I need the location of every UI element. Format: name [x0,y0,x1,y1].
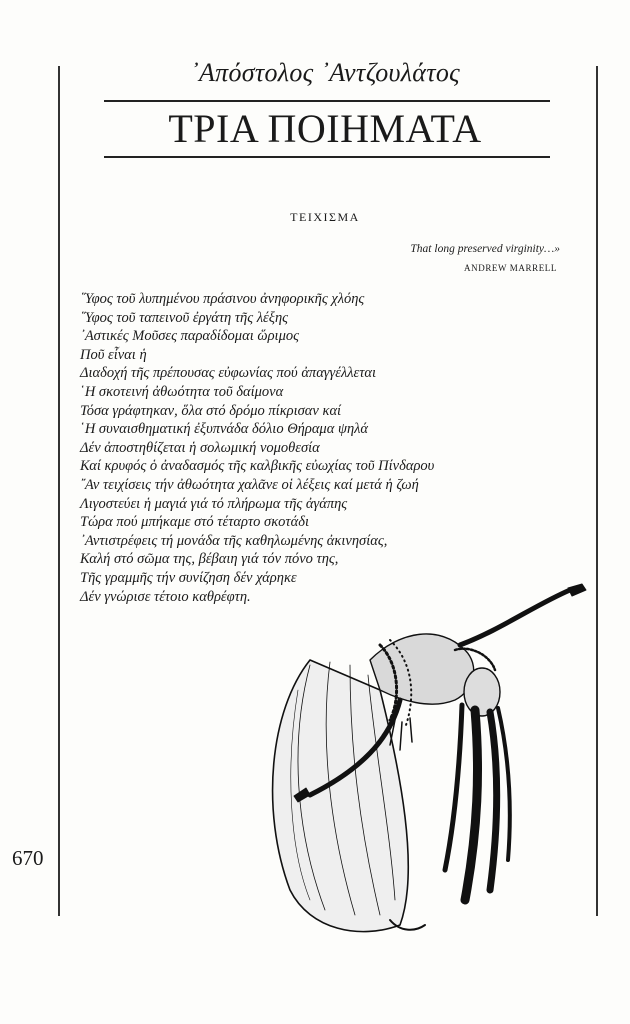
left-margin-rule [58,66,60,916]
poem-line: ῾Η σκοτεινή ἀθωότητα τοῦ δαίμονα [80,383,284,400]
poem-line: Καί κρυφός ὁ ἀναδασμός τῆς καλβικῆς εὐωχίας τοῦ Πίνδαρου [80,458,435,475]
collection-title: ΤΡΙΑ ΠΟΙΗΜΑΤΑ [168,106,482,151]
poem-line: ᾽Αντιστρέφεις τή μονάδα τῆς καθηλωμένης ἀκινησίας, [80,532,388,549]
poem-line: Τῆς γραμμῆς τήν συνίζηση δέν χάρηκε [80,569,297,586]
poem-line: Τώρα πού μπήκαμε στό τέταρτο σκοτάδι [80,514,309,531]
poem-line: Τόσα γράφτηκαν, ὅλα στό δρόμο πίκρισαν καί [80,402,342,419]
epigraph-author: ANDREW MARRELL [464,263,557,273]
page-number: 670 [12,846,44,870]
epigraph: That long preserved virginity…» [410,243,560,255]
poem-line: Δέν γνώρισε τέτοιο καθρέφτη. [80,588,251,605]
poem-line: ῞Υφος τοῦ λυπημένου πράσινου ἀνηφορικῆς χλόης [80,291,365,307]
poem-line: Διαδοχή τῆς πρέπουσας εὐφωνίας πού ἀπαγγέλλεται [80,365,377,382]
poem-line: ῎Αν τειχίσεις τήν ἀθωότητα χαλᾶνε οἱ λέξεις καί μετά ἡ ζωή [80,476,419,493]
poem-line: Ποῦ εἶναι ἡ [80,346,147,363]
poem-line: Καλή στό σῶμα της, βέβαιη γιά τόν πόνο της, [80,551,339,568]
dancer-illustration [250,570,600,940]
title-rule-bottom [104,156,550,158]
poem-line: ᾽Αστικές Μοῦσες παραδίδομαι ὥριμος [80,328,299,345]
poem-line: Λιγοστεύει ἡ μαγιά γιά τό πλήρωμα τῆς ἀγάπης [80,495,348,512]
author-name: ᾽Απόστολος ᾽Αντζουλάτος [189,58,460,87]
poem-line: ῾Η συναισθηματική ἐξυπνάδα δόλιο Θήραμα ψηλά [80,421,369,438]
poem-line: Δέν ἀποστηθίζεται ἡ σολωμική νομοθεσία [80,439,320,456]
poem-line: ῞Υφος τοῦ ταπεινοῦ ἐργάτη τῆς λέξης [80,309,289,326]
poem-body [80,290,580,606]
title-rule-top [104,100,550,102]
poem-title: ΤΕΙΧΙΣΜΑ [290,210,360,224]
